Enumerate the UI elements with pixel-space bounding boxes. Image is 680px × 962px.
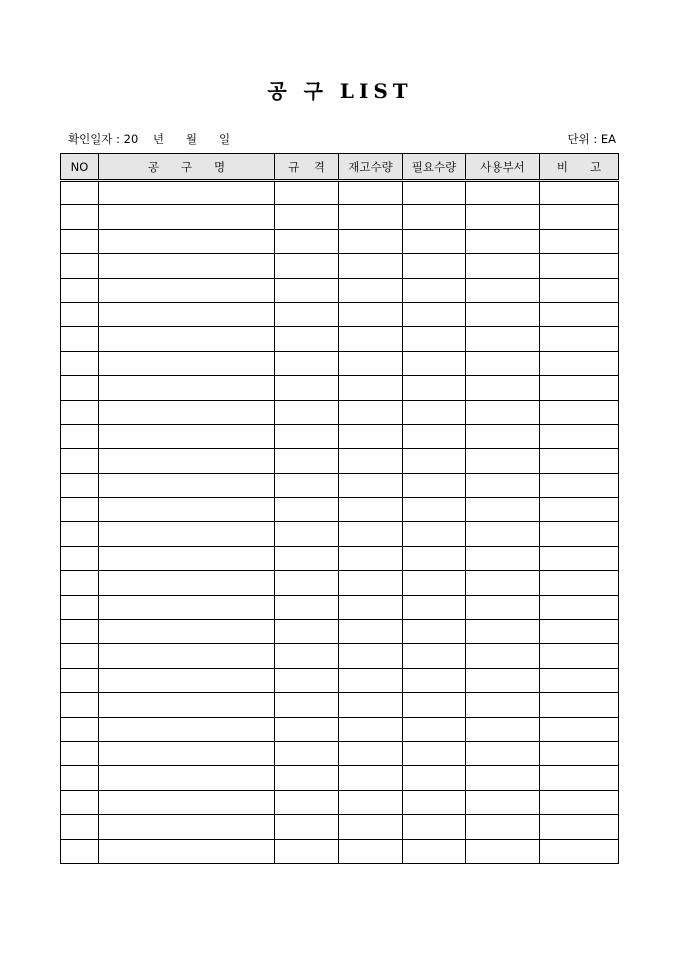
cell-no[interactable]: [61, 546, 99, 570]
cell-department[interactable]: [466, 473, 540, 497]
cell-spec[interactable]: [275, 595, 339, 619]
cell-no[interactable]: [61, 327, 99, 351]
cell-remarks[interactable]: [540, 620, 619, 644]
cell-stock-qty[interactable]: [339, 229, 403, 253]
cell-stock-qty[interactable]: [339, 741, 403, 765]
cell-tool-name[interactable]: [99, 449, 275, 473]
cell-remarks[interactable]: [540, 473, 619, 497]
cell-tool-name[interactable]: [99, 790, 275, 814]
cell-spec[interactable]: [275, 302, 339, 326]
cell-tool-name[interactable]: [99, 644, 275, 668]
cell-tool-name[interactable]: [99, 595, 275, 619]
table-row: [61, 790, 619, 814]
cell-department[interactable]: [466, 546, 540, 570]
table-row: [61, 693, 619, 717]
cell-stock-qty[interactable]: [339, 278, 403, 302]
cell-tool-name[interactable]: [99, 254, 275, 278]
cell-no[interactable]: [61, 473, 99, 497]
cell-spec[interactable]: [275, 644, 339, 668]
table-row: [61, 205, 619, 229]
cell-spec[interactable]: [275, 815, 339, 839]
header-row: [61, 154, 619, 181]
cell-required-qty[interactable]: [403, 546, 466, 570]
cell-spec[interactable]: [275, 351, 339, 375]
cell-department[interactable]: [466, 498, 540, 522]
cell-remarks[interactable]: [540, 278, 619, 302]
cell-required-qty[interactable]: [403, 254, 466, 278]
cell-spec[interactable]: [275, 254, 339, 278]
table-row: [61, 327, 619, 351]
cell-no[interactable]: [61, 376, 99, 400]
cell-no[interactable]: [61, 229, 99, 253]
cell-spec[interactable]: [275, 717, 339, 741]
cell-spec[interactable]: [275, 571, 339, 595]
cell-spec[interactable]: [275, 449, 339, 473]
cell-department[interactable]: [466, 644, 540, 668]
cell-remarks[interactable]: [540, 522, 619, 546]
table-row: [61, 302, 619, 326]
cell-stock-qty[interactable]: [339, 693, 403, 717]
cell-no[interactable]: [61, 644, 99, 668]
cell-required-qty[interactable]: [403, 351, 466, 375]
cell-required-qty[interactable]: [403, 498, 466, 522]
cell-tool-name[interactable]: [99, 546, 275, 570]
cell-department[interactable]: [466, 839, 540, 863]
cell-remarks[interactable]: [540, 766, 619, 790]
table-row: [61, 473, 619, 497]
cell-remarks[interactable]: [540, 571, 619, 595]
cell-spec[interactable]: [275, 278, 339, 302]
cell-department[interactable]: [466, 205, 540, 229]
cell-no[interactable]: [61, 790, 99, 814]
cell-no[interactable]: [61, 595, 99, 619]
cell-department[interactable]: [466, 254, 540, 278]
cell-department[interactable]: [466, 351, 540, 375]
cell-stock-qty[interactable]: [339, 424, 403, 448]
cell-no[interactable]: [61, 717, 99, 741]
cell-remarks[interactable]: [540, 424, 619, 448]
tool-list-table: [60, 153, 619, 864]
cell-department[interactable]: [466, 229, 540, 253]
table-row: [61, 400, 619, 424]
cell-tool-name[interactable]: [99, 327, 275, 351]
cell-required-qty[interactable]: [403, 302, 466, 326]
cell-spec[interactable]: [275, 790, 339, 814]
cell-tool-name[interactable]: [99, 473, 275, 497]
cell-stock-qty[interactable]: [339, 254, 403, 278]
cell-spec[interactable]: [275, 839, 339, 863]
cell-remarks[interactable]: [540, 181, 619, 205]
table-row: [61, 522, 619, 546]
cell-remarks[interactable]: [540, 205, 619, 229]
cell-stock-qty[interactable]: [339, 376, 403, 400]
cell-required-qty[interactable]: [403, 717, 466, 741]
cell-no[interactable]: [61, 400, 99, 424]
cell-required-qty[interactable]: [403, 449, 466, 473]
cell-spec[interactable]: [275, 546, 339, 570]
cell-stock-qty[interactable]: [339, 571, 403, 595]
cell-department[interactable]: [466, 327, 540, 351]
cell-no[interactable]: [61, 522, 99, 546]
cell-no[interactable]: [61, 254, 99, 278]
cell-no[interactable]: [61, 181, 99, 205]
cell-stock-qty[interactable]: [339, 790, 403, 814]
cell-department[interactable]: [466, 741, 540, 765]
cell-department[interactable]: [466, 766, 540, 790]
table-row: [61, 278, 619, 302]
table-row: [61, 229, 619, 253]
cell-no[interactable]: [61, 815, 99, 839]
cell-required-qty[interactable]: [403, 595, 466, 619]
cell-department[interactable]: [466, 620, 540, 644]
cell-spec[interactable]: [275, 205, 339, 229]
table-row: [61, 595, 619, 619]
cell-required-qty[interactable]: [403, 790, 466, 814]
cell-required-qty[interactable]: [403, 181, 466, 205]
cell-spec[interactable]: [275, 229, 339, 253]
cell-no[interactable]: [61, 205, 99, 229]
cell-tool-name[interactable]: [99, 571, 275, 595]
cell-required-qty[interactable]: [403, 668, 466, 692]
cell-department[interactable]: [466, 302, 540, 326]
header-tool-name: 공 구 명: [99, 154, 275, 181]
cell-no[interactable]: [61, 498, 99, 522]
cell-stock-qty[interactable]: [339, 522, 403, 546]
header-spec: 규 격: [275, 154, 339, 181]
cell-stock-qty[interactable]: [339, 205, 403, 229]
cell-tool-name[interactable]: [99, 766, 275, 790]
cell-department[interactable]: [466, 717, 540, 741]
cell-no[interactable]: [61, 351, 99, 375]
cell-department[interactable]: [466, 668, 540, 692]
cell-tool-name[interactable]: [99, 522, 275, 546]
cell-spec[interactable]: [275, 376, 339, 400]
cell-department[interactable]: [466, 424, 540, 448]
cell-spec[interactable]: [275, 668, 339, 692]
table-row: [61, 254, 619, 278]
table-row: [61, 717, 619, 741]
cell-tool-name[interactable]: [99, 498, 275, 522]
cell-spec[interactable]: [275, 181, 339, 205]
cell-remarks[interactable]: [540, 717, 619, 741]
cell-department[interactable]: [466, 815, 540, 839]
cell-stock-qty[interactable]: [339, 449, 403, 473]
cell-remarks[interactable]: [540, 498, 619, 522]
cell-required-qty[interactable]: [403, 400, 466, 424]
cell-tool-name[interactable]: [99, 839, 275, 863]
cell-required-qty[interactable]: [403, 327, 466, 351]
table-row: [61, 546, 619, 570]
cell-required-qty[interactable]: [403, 473, 466, 497]
cell-tool-name[interactable]: [99, 668, 275, 692]
cell-remarks[interactable]: [540, 449, 619, 473]
cell-department[interactable]: [466, 790, 540, 814]
table-row: [61, 741, 619, 765]
cell-no[interactable]: [61, 766, 99, 790]
table-row: [61, 376, 619, 400]
cell-stock-qty[interactable]: [339, 400, 403, 424]
cell-stock-qty[interactable]: [339, 546, 403, 570]
cell-remarks[interactable]: [540, 327, 619, 351]
cell-required-qty[interactable]: [403, 571, 466, 595]
cell-stock-qty[interactable]: [339, 498, 403, 522]
cell-stock-qty[interactable]: [339, 668, 403, 692]
cell-remarks[interactable]: [540, 229, 619, 253]
cell-spec[interactable]: [275, 327, 339, 351]
cell-tool-name[interactable]: [99, 229, 275, 253]
cell-remarks[interactable]: [540, 595, 619, 619]
cell-spec[interactable]: [275, 522, 339, 546]
cell-department[interactable]: [466, 571, 540, 595]
cell-spec[interactable]: [275, 693, 339, 717]
cell-no[interactable]: [61, 449, 99, 473]
cell-department[interactable]: [466, 693, 540, 717]
cell-spec[interactable]: [275, 473, 339, 497]
cell-required-qty[interactable]: [403, 620, 466, 644]
cell-remarks[interactable]: [540, 254, 619, 278]
cell-no[interactable]: [61, 571, 99, 595]
cell-required-qty[interactable]: [403, 278, 466, 302]
cell-department[interactable]: [466, 449, 540, 473]
cell-stock-qty[interactable]: [339, 181, 403, 205]
cell-stock-qty[interactable]: [339, 473, 403, 497]
cell-no[interactable]: [61, 839, 99, 863]
cell-spec[interactable]: [275, 400, 339, 424]
table-header: [61, 154, 619, 181]
cell-spec[interactable]: [275, 498, 339, 522]
cell-remarks[interactable]: [540, 376, 619, 400]
cell-tool-name[interactable]: [99, 181, 275, 205]
cell-tool-name[interactable]: [99, 278, 275, 302]
table-row: [61, 766, 619, 790]
cell-stock-qty[interactable]: [339, 595, 403, 619]
cell-stock-qty[interactable]: [339, 839, 403, 863]
cell-required-qty[interactable]: [403, 205, 466, 229]
cell-tool-name[interactable]: [99, 376, 275, 400]
cell-no[interactable]: [61, 620, 99, 644]
cell-remarks[interactable]: [540, 839, 619, 863]
cell-required-qty[interactable]: [403, 815, 466, 839]
cell-remarks[interactable]: [540, 302, 619, 326]
cell-department[interactable]: [466, 278, 540, 302]
table-row: [61, 815, 619, 839]
cell-tool-name[interactable]: [99, 351, 275, 375]
cell-required-qty[interactable]: [403, 839, 466, 863]
cell-no[interactable]: [61, 302, 99, 326]
cell-tool-name[interactable]: [99, 815, 275, 839]
header-required-qty: 필요수량: [403, 154, 466, 181]
cell-stock-qty[interactable]: [339, 620, 403, 644]
table-row: [61, 620, 619, 644]
table-row: [61, 424, 619, 448]
table-row: [61, 181, 619, 205]
cell-required-qty[interactable]: [403, 229, 466, 253]
cell-remarks[interactable]: [540, 668, 619, 692]
cell-remarks[interactable]: [540, 351, 619, 375]
cell-spec[interactable]: [275, 620, 339, 644]
cell-remarks[interactable]: [540, 815, 619, 839]
cell-no[interactable]: [61, 668, 99, 692]
cell-stock-qty[interactable]: [339, 815, 403, 839]
unit-label: 단위 : EA: [567, 132, 616, 146]
cell-required-qty[interactable]: [403, 644, 466, 668]
cell-required-qty[interactable]: [403, 424, 466, 448]
cell-tool-name[interactable]: [99, 717, 275, 741]
table-row: [61, 571, 619, 595]
cell-stock-qty[interactable]: [339, 302, 403, 326]
cell-department[interactable]: [466, 595, 540, 619]
cell-tool-name[interactable]: [99, 302, 275, 326]
cell-required-qty[interactable]: [403, 766, 466, 790]
header-remarks: 비 고: [540, 154, 619, 181]
cell-tool-name[interactable]: [99, 693, 275, 717]
cell-remarks[interactable]: [540, 741, 619, 765]
cell-stock-qty[interactable]: [339, 766, 403, 790]
cell-required-qty[interactable]: [403, 741, 466, 765]
cell-department[interactable]: [466, 522, 540, 546]
table-row: [61, 449, 619, 473]
cell-no[interactable]: [61, 424, 99, 448]
cell-required-qty[interactable]: [403, 693, 466, 717]
table-row: [61, 839, 619, 863]
cell-no[interactable]: [61, 278, 99, 302]
cell-stock-qty[interactable]: [339, 717, 403, 741]
cell-department[interactable]: [466, 400, 540, 424]
cell-remarks[interactable]: [540, 546, 619, 570]
cell-department[interactable]: [466, 376, 540, 400]
cell-tool-name[interactable]: [99, 400, 275, 424]
document-title: 공 구 LIST: [267, 79, 413, 103]
cell-required-qty[interactable]: [403, 522, 466, 546]
cell-remarks[interactable]: [540, 693, 619, 717]
cell-no[interactable]: [61, 693, 99, 717]
cell-stock-qty[interactable]: [339, 351, 403, 375]
header-department: 사용부서: [466, 154, 540, 181]
cell-remarks[interactable]: [540, 790, 619, 814]
table-row: [61, 351, 619, 375]
cell-tool-name[interactable]: [99, 205, 275, 229]
cell-department[interactable]: [466, 181, 540, 205]
header-stock-qty: 재고수량: [339, 154, 403, 181]
cell-remarks[interactable]: [540, 400, 619, 424]
cell-tool-name[interactable]: [99, 620, 275, 644]
cell-spec[interactable]: [275, 766, 339, 790]
cell-spec[interactable]: [275, 741, 339, 765]
table-row: [61, 498, 619, 522]
check-date-label: 확인일자 : 20 년 월 일: [68, 132, 231, 146]
cell-stock-qty[interactable]: [339, 644, 403, 668]
table-row: [61, 668, 619, 692]
cell-stock-qty[interactable]: [339, 327, 403, 351]
header-no: NO: [61, 154, 99, 181]
cell-remarks[interactable]: [540, 644, 619, 668]
cell-required-qty[interactable]: [403, 376, 466, 400]
cell-spec[interactable]: [275, 424, 339, 448]
cell-tool-name[interactable]: [99, 424, 275, 448]
table-row: [61, 644, 619, 668]
table-body: [61, 181, 619, 864]
cell-tool-name[interactable]: [99, 741, 275, 765]
cell-no[interactable]: [61, 741, 99, 765]
